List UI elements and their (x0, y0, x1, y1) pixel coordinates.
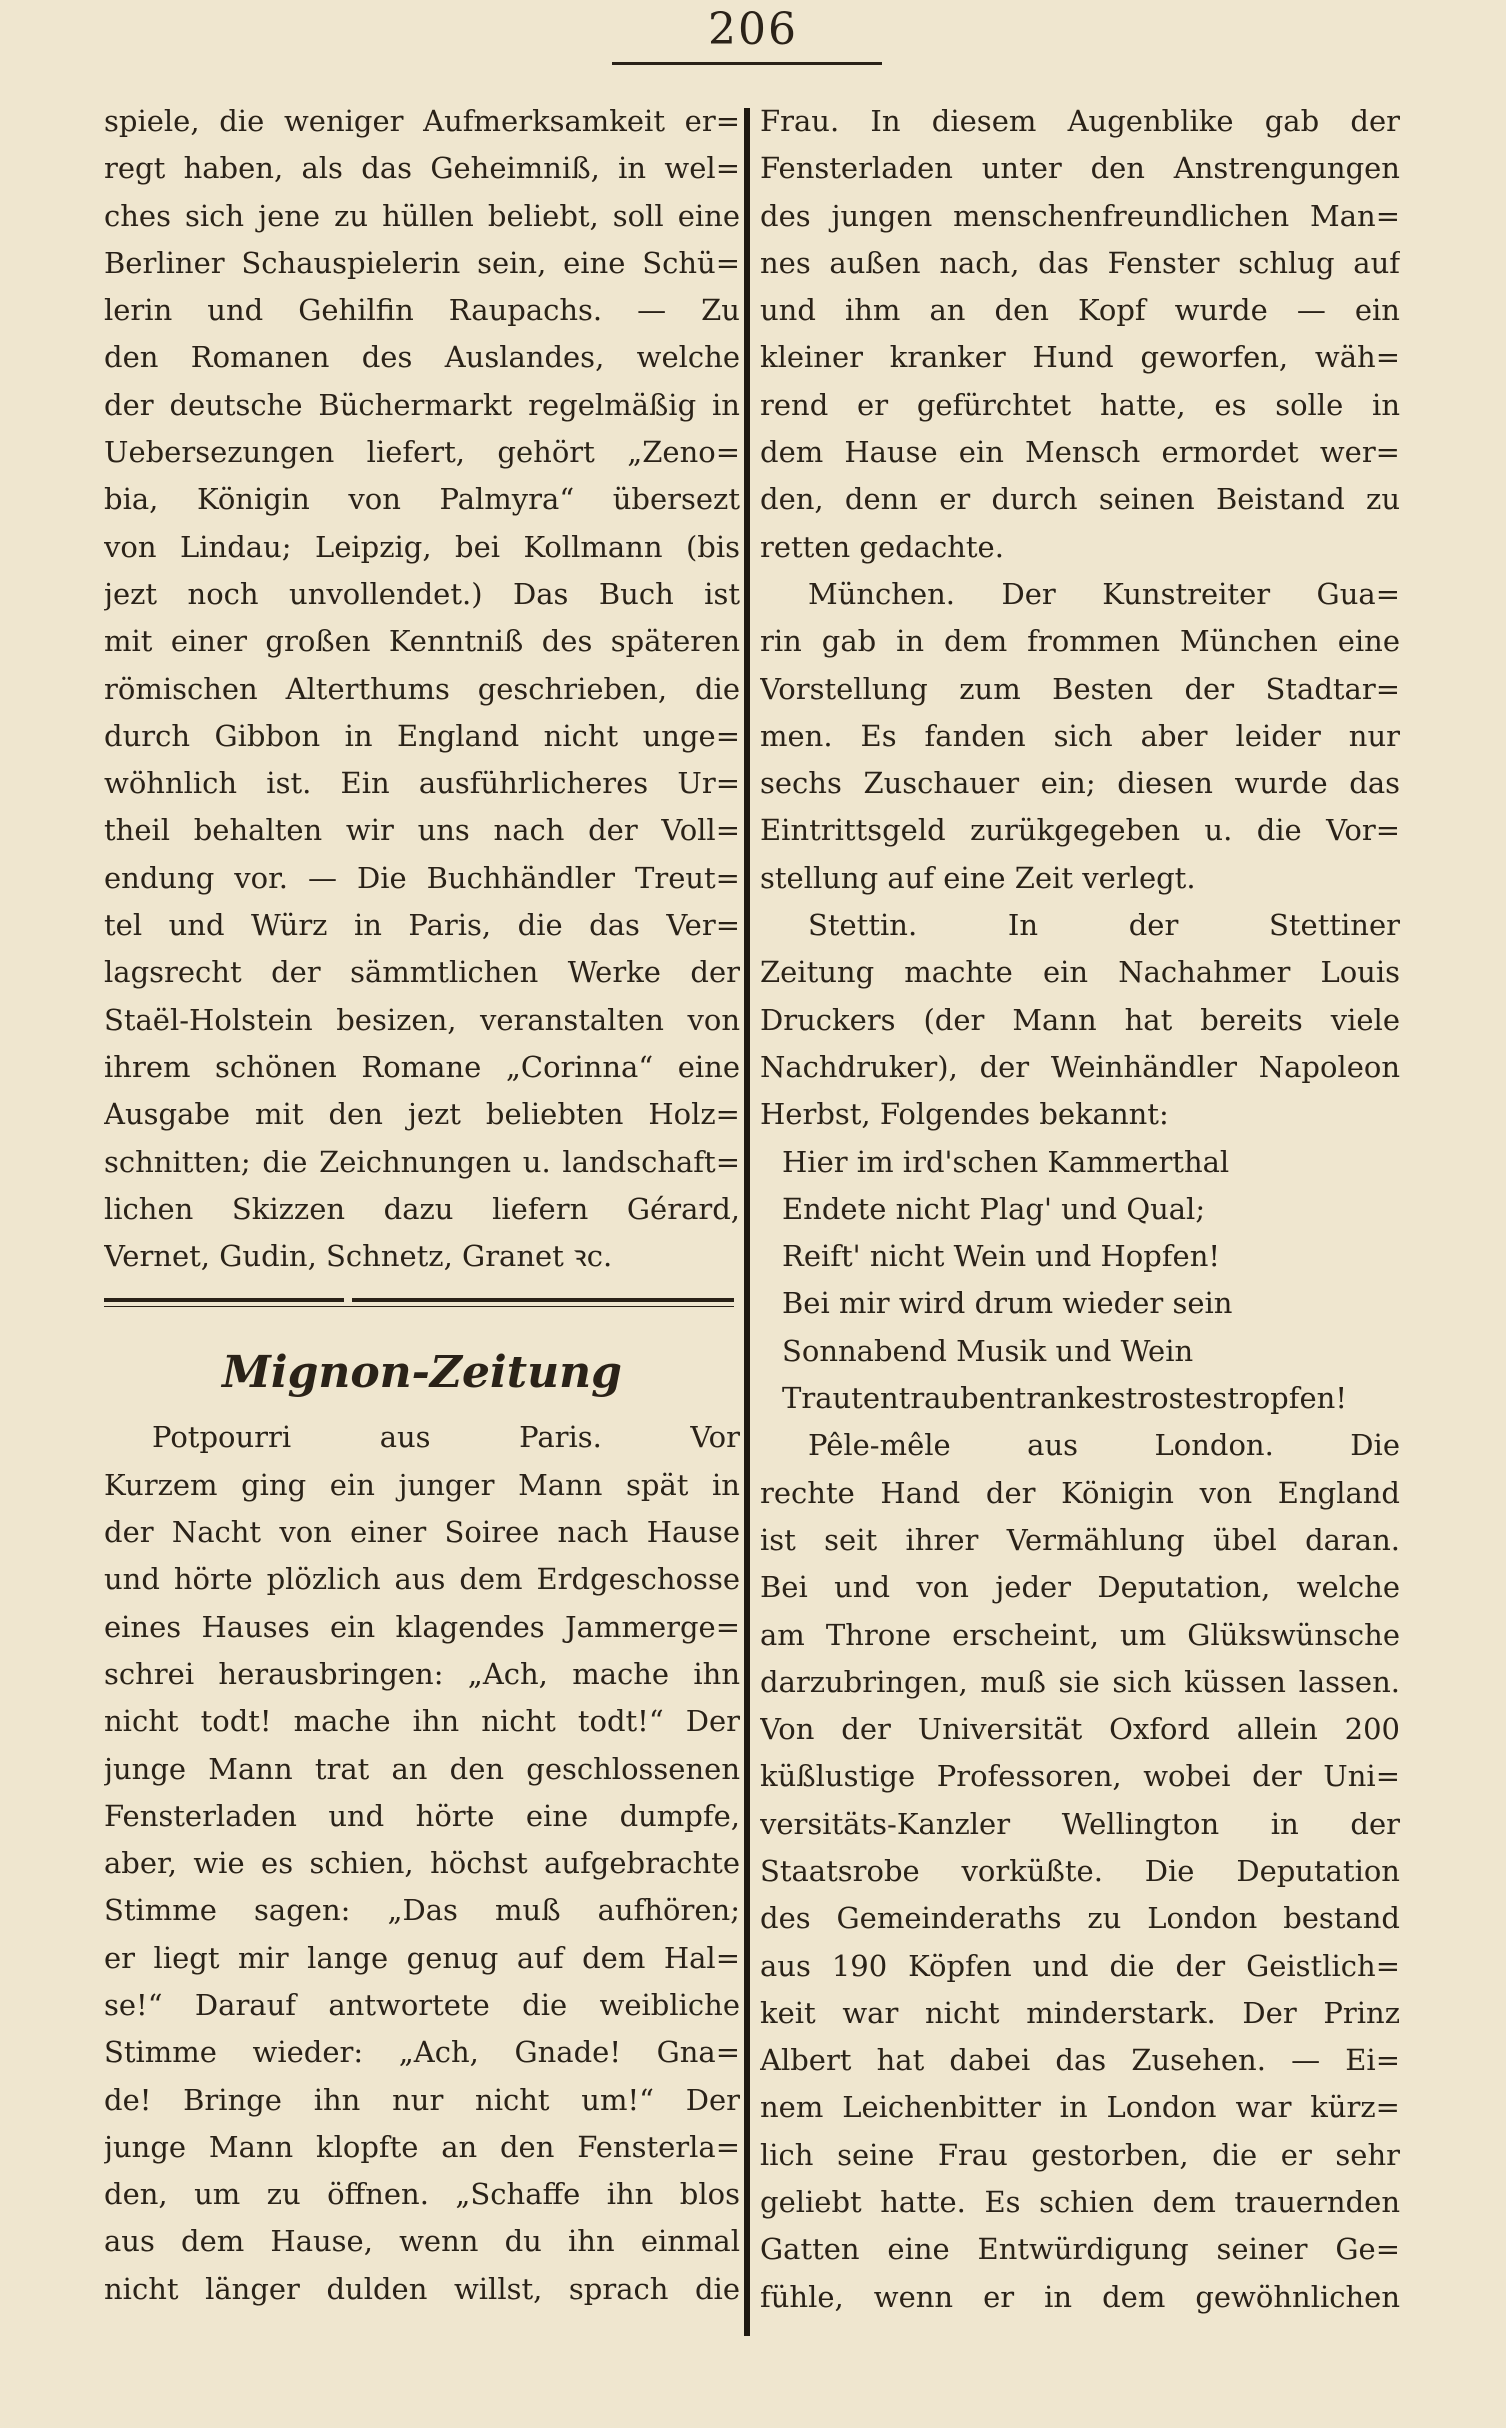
text-line: des jungen menschenfreundlichen Man= (760, 198, 1400, 233)
text-line: den, um zu öffnen. „Schaffe ihn blos (104, 2177, 740, 2212)
text-line: lich seine Frau gestorben, die er sehr (760, 2137, 1400, 2172)
text-line: Potpourri aus Paris. Vor (152, 1420, 740, 1455)
verse-line: Hier im ird'schen Kammerthal (782, 1144, 1230, 1179)
text-line: bia, Königin von Palmyra“ übersezt (104, 482, 740, 517)
section-divider-rule-left (104, 1298, 344, 1302)
text-line: darzubringen, muß sie sich küssen lassen. (760, 1664, 1400, 1699)
verse-line: Trautentraubentrankestrostestropfen! (782, 1381, 1347, 1416)
text-line: und hörte plözlich aus dem Erdgeschosse (104, 1562, 740, 1597)
text-line: ihrem schönen Romane „Corinna“ eine (104, 1049, 740, 1084)
text-line: junge Mann klopfte an den Fensterla= (104, 2129, 740, 2164)
text-line: spiele, die weniger Aufmerksamkeit er= (104, 104, 740, 138)
section-heading: Mignon-Zeitung (222, 1347, 622, 1399)
text-line: nicht todt! mache ihn nicht todt!“ Der (104, 1704, 740, 1739)
text-line: der Nacht von einer Soiree nach Hause (104, 1515, 740, 1550)
text-line: tel und Würz in Paris, die das Ver= (104, 908, 740, 943)
right-paragraph-continuation (760, 98, 1400, 571)
text-line: wöhnlich ist. Ein ausführlicheres Ur= (104, 766, 740, 801)
verse-line: Endete nicht Plag' und Qual; (782, 1191, 1206, 1226)
text-line: lichen Skizzen dazu liefern Gérard, (104, 1191, 740, 1226)
text-line: fühle, wenn er in dem gewöhnlichen (760, 2279, 1400, 2314)
right-verse (760, 1139, 1400, 1423)
text-line: theil behalten wir uns nach der Voll= (104, 813, 740, 848)
text-line: Uebersezungen liefert, gehört „Zeno= (104, 435, 740, 470)
text-line: Albert hat dabei das Zusehen. — Ei= (760, 2043, 1400, 2078)
text-line: sechs Zuschauer ein; diesen wurde das (760, 766, 1400, 801)
text-line: regt haben, als das Geheimniß, in wel= (104, 151, 740, 186)
left-paragraph-literary-news (104, 98, 740, 1280)
text-line: kleiner kranker Hund geworfen, wäh= (760, 340, 1400, 375)
text-line: nem Leichenbitter in London war kürz= (760, 2090, 1400, 2125)
text-line: dem Hause ein Mensch ermordet wer= (760, 435, 1400, 470)
text-line: jezt noch unvollendet.) Das Buch ist (104, 576, 740, 611)
text-line: aus 190 Köpfen und die der Geistlich= (760, 1948, 1400, 1983)
text-line: stellung auf eine Zeit verlegt. (760, 860, 1196, 895)
text-line: lerin und Gehilfin Raupachs. — Zu (104, 293, 740, 328)
text-line: Fensterladen unter den Anstrengungen (760, 151, 1400, 186)
text-line: mit einer großen Kenntniß des späteren (104, 624, 740, 659)
text-line: am Throne erscheint, um Glükswünsche (760, 1617, 1400, 1652)
text-line: München. Der Kunstreiter Gua= (808, 576, 1400, 611)
text-line: Staatsrobe vorküßte. Die Deputation (760, 1853, 1400, 1888)
text-line: Staël-Holstein besizen, veranstalten von (104, 1002, 740, 1037)
text-line: Frau. In diesem Augenblike gab der (760, 104, 1400, 138)
text-line: keit war nicht minderstark. Der Prinz (760, 1995, 1400, 2030)
text-line: lagsrecht der sämmtlichen Werke der (104, 955, 740, 990)
text-line: retten gedachte. (760, 529, 1004, 564)
text-line: Nachdruker), der Weinhändler Napoleon (760, 1049, 1400, 1084)
text-line: Berliner Schauspielerin sein, eine Schü= (104, 245, 740, 280)
text-line: men. Es fanden sich aber leider nur (760, 718, 1400, 753)
text-line: ches sich jene zu hüllen beliebt, soll eine (104, 198, 740, 233)
section-divider (104, 1280, 740, 1332)
text-line: schnitten; die Zeichnungen u. landschaft= (104, 1144, 740, 1179)
text-line: küßlustige Professoren, wobei der Uni= (760, 1759, 1400, 1794)
verse-line: Bei mir wird drum wieder sein (782, 1286, 1233, 1321)
text-line: der deutsche Büchermarkt regelmäßig in (104, 387, 740, 422)
text-line: durch Gibbon in England nicht unge= (104, 718, 740, 753)
text-line: Kurzem ging ein junger Mann spät in (104, 1467, 740, 1502)
right-paragraph-muenchen (760, 571, 1400, 902)
text-line: Herbst, Folgendes bekannt: (760, 1097, 1169, 1132)
text-line: des Gemeinderaths zu London bestand (760, 1901, 1400, 1936)
verse-line: Reift' nicht Wein und Hopfen! (782, 1239, 1221, 1274)
text-line: von Lindau; Leipzig, bei Kollmann (bis (104, 529, 740, 564)
text-line: rin gab in dem frommen München eine (760, 624, 1400, 659)
text-line: Stettin. In der Stettiner (808, 908, 1400, 943)
text-line: Fensterladen und hörte eine dumpfe, (104, 1798, 740, 1833)
right-paragraph-stettin (760, 902, 1400, 1138)
right-paragraph-london (760, 1422, 1400, 2321)
text-line: Gatten eine Entwürdigung seiner Ge= (760, 2232, 1400, 2267)
text-line: Druckers (der Mann hat bereits viele (760, 1002, 1400, 1037)
column-divider (744, 108, 750, 2336)
text-line: Ausgabe mit den jezt beliebten Holz= (104, 1097, 740, 1132)
text-line: römischen Alterthums geschrieben, die (104, 671, 740, 706)
text-line: eines Hauses ein klagendes Jammerge= (104, 1609, 740, 1644)
text-line: rechte Hand der Königin von England (760, 1475, 1400, 1510)
text-line: Stimme sagen: „Das muß aufhören; (104, 1893, 740, 1928)
text-line: junge Mann trat an den geschlossenen (104, 1751, 740, 1786)
section-divider-rule-right (352, 1298, 734, 1302)
text-line: schrei herausbringen: „Ach, mache ihn (104, 1656, 740, 1691)
text-line: aber, wie es schien, höchst aufgebrachte (104, 1846, 740, 1881)
text-line: den Romanen des Auslandes, welche (104, 340, 740, 375)
text-line: ist seit ihrer Vermählung übel daran. (760, 1522, 1400, 1557)
text-line: de! Bringe ihn nur nicht um!“ Der (104, 2082, 740, 2117)
text-line: Eintrittsgeld zurükgegeben u. die Vor= (760, 813, 1400, 848)
text-line: rend er gefürchtet hatte, es solle in (760, 387, 1400, 422)
text-line: Stimme wieder: „Ach, Gnade! Gna= (104, 2035, 740, 2070)
verse-line: Sonnabend Musik und Wein (782, 1333, 1194, 1368)
text-line: Pêle-mêle aus London. Die (808, 1428, 1400, 1463)
text-line: Vernet, Gudin, Schnetz, Granet ꝛc. (104, 1239, 613, 1274)
page-number: 206 (708, 4, 798, 55)
text-line: Zeitung machte ein Nachahmer Louis (760, 955, 1400, 990)
text-line: versitäts-Kanzler Wellington in der (760, 1806, 1400, 1841)
text-line: endung vor. — Die Buchhändler Treut= (104, 860, 740, 895)
text-line: Vorstellung zum Besten der Stadtar= (760, 671, 1400, 706)
right-column (760, 98, 1400, 2398)
text-line: aus dem Hause, wenn du ihn einmal (104, 2224, 740, 2259)
left-paragraph-potpourri (104, 1414, 740, 2313)
text-line: nes außen nach, das Fenster schlug auf (760, 245, 1400, 280)
text-line: Bei und von jeder Deputation, welche (760, 1570, 1400, 1605)
text-line: se!“ Darauf antwortete die weibliche (104, 1987, 740, 2022)
text-line: geliebt hatte. Es schien dem trauernden (760, 2185, 1400, 2220)
header-rule (612, 62, 882, 65)
section-divider-hairline (104, 1306, 734, 1307)
text-line: nicht länger dulden willst, sprach die (104, 2271, 740, 2306)
text-line: er liegt mir lange genug auf dem Hal= (104, 1940, 740, 1975)
text-line: den, denn er durch seinen Beistand zu (760, 482, 1400, 517)
left-column (104, 98, 740, 2398)
text-line: und ihm an den Kopf wurde — ein (760, 293, 1400, 328)
text-line: Von der Universität Oxford allein 200 (760, 1712, 1400, 1747)
